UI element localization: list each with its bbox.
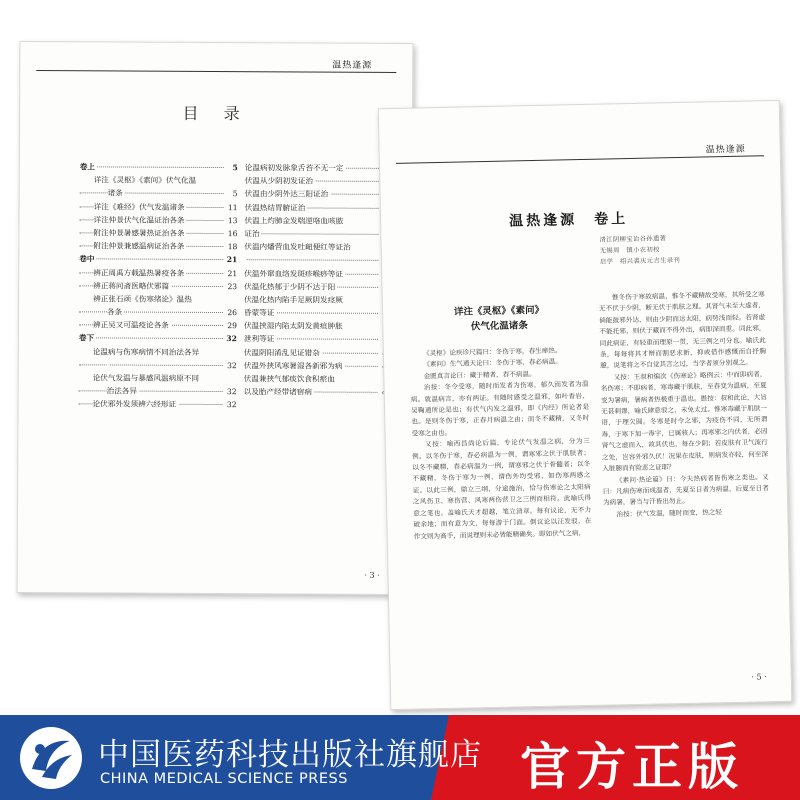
toc-entry-title: 伏温内燔营血发吐衄便红等证治 (244, 242, 351, 252)
toc-entry-title: 附注仲景暑感暑热证治各条 (93, 228, 185, 238)
toc-entry-title: 论伏邪外发须辨六经形证 (92, 399, 177, 410)
body-paragraph: 治按：冬令受寒，随时而发者为伤寒，郁久而发者为温病。就温病言，亦有两证。有随时感受之温邪，如叶香岩、吴鞠通所论是也；有伏气内发之温邪，即《内经》所论者是也。是则冬伤于寒，正春月病温之由；而冬不藏精，又冬时受寒之由也。 (410, 380, 590, 438)
toc-entry (245, 201, 393, 215)
toc-page-number: 32 (225, 385, 237, 398)
toc-leader-dots (79, 338, 223, 340)
toc-page-number: 32 (225, 398, 237, 411)
page-number: · 5 · (751, 672, 767, 682)
toc-page (17, 41, 414, 595)
toc-entry-title: 伏温兼挟气郁痰饮食积瘀血 (243, 374, 335, 384)
toc-page-number: 23 (225, 280, 237, 293)
toc-page-number: 16 (226, 227, 238, 240)
toc-entry (79, 358, 237, 372)
toc-entry-title: 详注《灵枢》《素问》伏气化温 (93, 175, 197, 186)
toc-entry (245, 174, 393, 188)
toc-leader-dots (244, 259, 378, 261)
body-paragraph: 《素问》生气通天论曰：冬伤于寒，春必病温。 (423, 357, 562, 369)
toc-entry-title: 以及胎产经带诸宿病 (243, 387, 312, 397)
publisher-name-cn: 中国医药科技出版社旗舰店 (98, 737, 482, 773)
toc-entry (244, 214, 392, 228)
toc-volume-entry (80, 160, 238, 174)
body-paragraph: 惟冬伤于寒故病温，惟冬不藏精故受寒，其所受之寒无不伏于少阴，断无伏于肌肤之理。其肾气未至大虚者，倘能鼓邪外达，则由少阴而达太阳，病势浅而轻。若肾虚不能托邪，则伏于藏而不得外出，病即深而重。同此邪，同此病证，有轻重而理原一贯，无三例之可分也。喻氏此条，每每将其才辩而割恶求新，抑或借作感慨而自抒胸臆，说笔将之不自觉其言之过，当学者须分别观之。 (598, 290, 766, 371)
toc-entry (79, 319, 237, 333)
toc-entry (79, 371, 237, 385)
toc-entry (79, 398, 237, 412)
toc-entry-title: 证治 (244, 229, 260, 239)
toc-entry (79, 384, 237, 398)
toc-volume-entry (79, 253, 237, 267)
toc-entry (244, 319, 392, 333)
toc-entry (244, 240, 392, 254)
toc-leader-dots (79, 311, 223, 313)
toc-entry-title: 卷中 (79, 254, 95, 264)
toc-entry-title: 辨正张石顽《伤寒绪论》温热 (93, 294, 192, 304)
toc-entry-title: 泄利等证 (243, 334, 275, 344)
toc-entry (80, 187, 238, 201)
page-number: · 3 · (364, 570, 380, 580)
toc-entry (79, 279, 237, 293)
publisher-name-en: CHINA MEDICAL SCIENCE PRESS (100, 771, 348, 787)
toc-page-number: 5 (230, 161, 237, 174)
body-column-right (599, 289, 773, 680)
toc-leader-dots (80, 166, 224, 168)
toc-entry-title: 伏温由少阴外达三阳证治 (244, 189, 329, 199)
toc-page-number: 18 (226, 240, 238, 253)
toc-entry-title: 论伏气发温与暴感风温病原不同 (92, 373, 200, 383)
toc-entry (244, 372, 392, 386)
toc-entry (244, 267, 392, 281)
toc-page-number: 21 (225, 253, 238, 266)
toc-entry (79, 226, 237, 240)
section-heading (409, 302, 590, 336)
section-heading-line: 伏气化温诸条 (470, 320, 528, 333)
toc-entry-title: 伏温热结胃腑证治 (244, 202, 306, 213)
toc-entry (244, 293, 392, 307)
toc-entry (245, 188, 393, 202)
toc-entry (244, 306, 392, 320)
body-paragraph: 金匮真言论曰：藏于精者，春不病温。 (423, 369, 536, 381)
toc-page-number: 29 (225, 319, 237, 332)
toc-entry (244, 385, 392, 399)
toc-entry-title: 昏蒙等证 (244, 308, 275, 318)
toc-leader-dots (79, 364, 223, 366)
body-paragraph: 治按：伏气发温，随时而变，热之轻 (616, 507, 723, 519)
toc-entry (244, 280, 392, 294)
toc-entry (79, 305, 237, 319)
toc-entry-title: 伏温化热内陷手足厥阴发痉厥 (244, 295, 343, 305)
toc-entry-title: 详注《难经》伏气发温诸条 (93, 201, 185, 212)
toc-volume-entry (79, 332, 237, 346)
toc-entry (244, 333, 392, 347)
toc-entry-title (107, 360, 109, 369)
toc-title: 目 录 (182, 103, 250, 124)
body-column-left (410, 345, 595, 684)
toc-entry-title: 伏温外挟风寒暑湿各新邪为病 (243, 360, 343, 371)
toc-entry (244, 346, 392, 360)
toc-page-number: 32 (224, 332, 237, 345)
toc-entry-title: 论温病初发脉象舌苔不无一定 (244, 163, 344, 173)
running-header: 温热逢源 (705, 144, 746, 156)
toc-entry-title: 卷下 (78, 333, 95, 343)
toc-column-left (79, 160, 238, 411)
toc-entry (79, 239, 237, 253)
toc-leader-dots (79, 390, 223, 392)
toc-entry-title: 附注仲景兼感温病证治各条 (93, 241, 185, 251)
toc-entry-title: 伏温挟湿内陷太阴发黄疸肿胀 (243, 321, 343, 331)
toc-page-number: 21 (226, 267, 238, 280)
toc-entry-title: 伏温化热郁于少阴不达于阳 (244, 281, 336, 292)
toc-entry-title: 详注仲景伏气化温证治各条 (93, 215, 185, 225)
toc-entry-title: 各条 (107, 307, 123, 317)
toc-page-number: 26 (225, 306, 237, 319)
toc-entry-title: 治法各异 (106, 386, 138, 396)
toc-entry-title: 论温病与伤寒病情不同治法各异 (92, 346, 200, 357)
toc-entry (79, 213, 237, 227)
toc-entry-title: 卷上 (79, 162, 96, 172)
credits (599, 233, 680, 268)
toc-entry (79, 345, 237, 359)
toc-leader-dots (244, 233, 378, 235)
running-header: 温热逢源 (332, 60, 373, 71)
toc-entry-title: 辨正周禹方载温热暑疫各条 (93, 267, 185, 278)
section-heading-line: 详注《灵枢》《素问》 (453, 304, 545, 318)
body-paragraph: 又按：王叔和编次《伤寒论》略例云：中而即病者，名伤寒；不即病者，寒毒藏于肌肤，至春变为温病，至夏变为暑病，暑病者热极重于温也。愚按：叔和此论，大旨无甚刺谬，喻氏肆意驳之，未免太过。惟寒毒藏于肌肤一语，于理欠圆。冬寒是时令之邪，为疫伤不同，无所谓毒，于寒下加一毒字，已属骇人；再寒邪之内伏者，必因肾气之虚而入，故其伏也，每在少阴；若皮肤有卫气流行之处，岂容外邪久伏！况果在皮肤，则病发亦轻，何至深入脏腑而有险恶之证耶？ (600, 370, 769, 473)
body-paragraph: 又按：喻西昌尚论后篇，专论伏气发温之病，分为三例。以冬伤于寒，春必病温为一例，谓寒邪之伏于肌肤者；以冬不藏精，春必病温为一例，谓寒邪之伏于骨髓者；以冬不藏精，冬伤于寒为一例，谓伤外均受邪，如伤寒两感之证。以此三例，鼎立三纲，分途施治，恰与伤寒论之太阳病之风伤卫、寒伤营、风寒两伤营卫之三例而相符。此喻氏得意之笔也。盖喻氏天才超越，笔立清章。每有议论，无不力破余地；而有意为文，每每游于门面。倒议论以汪发驳，在作文则为高手，而说理则未必皆能精确矣。即如伏气之病， (411, 437, 592, 541)
toc-page-number: 32 (225, 359, 237, 372)
toc-entry-title: 伏温上灼肺金发喘逆咯血咳脓 (244, 215, 344, 226)
toc-entry-title (244, 255, 246, 264)
toc-page-number: 11 (226, 201, 238, 214)
toc-entry-title: 辨正蒋问斋医略伏邪篇 (93, 281, 170, 291)
body-paragraph: 《灵枢》论疾诊尺篇曰：冬伤于寒，春生瘅热。 (422, 346, 562, 358)
volume-title: 温热逢源 卷上 (508, 211, 629, 230)
toc-entry (244, 253, 392, 267)
publisher-logo-icon (18, 725, 84, 791)
credit-line: 清江阴柳宝诒谷孙遗著 (599, 235, 667, 244)
toc-entry (80, 173, 238, 187)
toc-entry (80, 200, 238, 214)
body-paragraph: 《素问·热论篇》曰：今夫热病者皆伤寒之类也。又曰：凡病伤寒而成温者，先夏至日者为病温，后夏至日者为病暑，暑当与汗皆出勿止。 (602, 472, 769, 507)
toc-entry-title: 辨正吴又可温疫论各条 (92, 320, 169, 331)
toc-page-number: 5 (231, 187, 238, 200)
toc-entry-title: 诸条 (107, 188, 123, 198)
toc-entry (244, 227, 392, 241)
toc-entry-title: 伏温阴阳淆乱见证错杂 (243, 347, 320, 358)
toc-entry (245, 161, 393, 175)
official-badge: 官方正版 (520, 738, 744, 796)
toc-entry-title: 伏温外窜血络发斑疹喉痧等证 (244, 268, 343, 279)
toc-entry-title: 伏温从少阴初发证治 (244, 176, 314, 186)
text-page (378, 100, 793, 710)
header-rule (396, 155, 764, 164)
toc-entry (244, 359, 392, 373)
store-banner (0, 715, 800, 800)
toc-leader-dots (80, 193, 224, 195)
toc-page-number: 13 (226, 214, 238, 227)
credit-line: 无锡周 镇小农初校 (599, 246, 661, 255)
credit-line: 启学 绍兴裘庆元吉生录刊 (599, 256, 681, 266)
toc-column-right (244, 161, 393, 399)
toc-entry (79, 266, 237, 280)
toc-entry (79, 292, 237, 306)
toc-leader-dots (79, 259, 223, 261)
